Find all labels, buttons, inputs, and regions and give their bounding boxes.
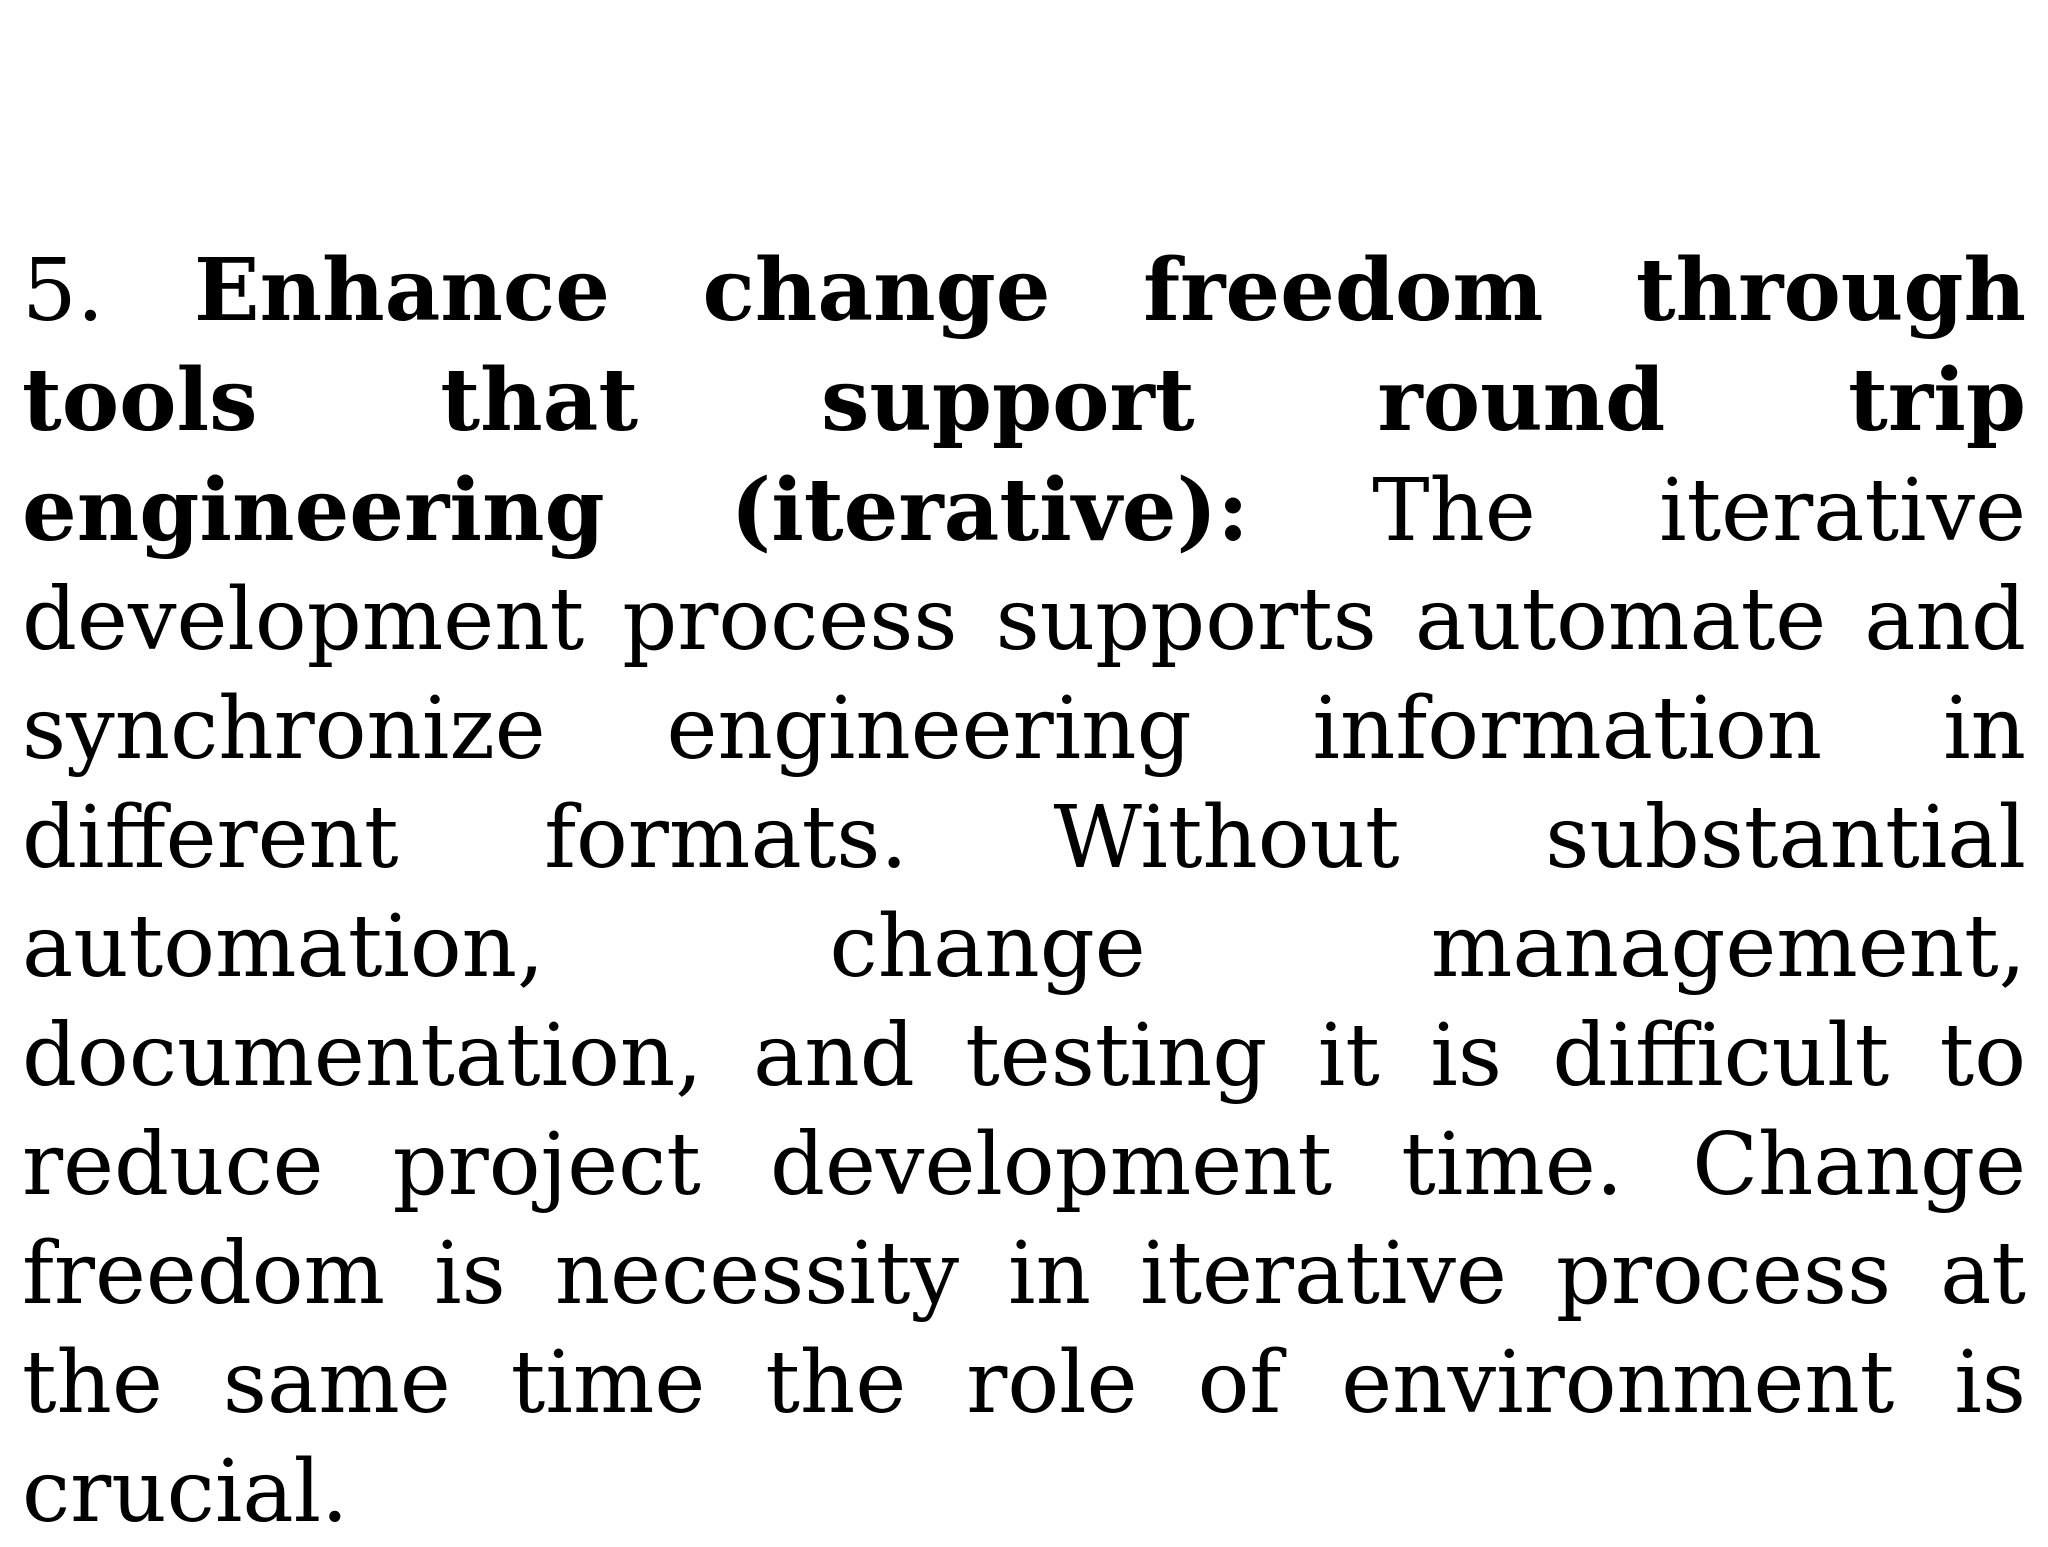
point-paragraph (22, 236, 2026, 1547)
point-number: 5. (22, 241, 105, 341)
point-body: The iterative development process supports automate and synchronize engineering information in different formats. Without substantial automation, change management, documentation, and testing it is difficult to reduce project development time. Change freedom is necessity in iterative process at the same time the role of environment is crucial. (22, 461, 2027, 1542)
point-heading: Enhance change freedom through tools that support round trip engineering (iterative): (22, 240, 2026, 561)
